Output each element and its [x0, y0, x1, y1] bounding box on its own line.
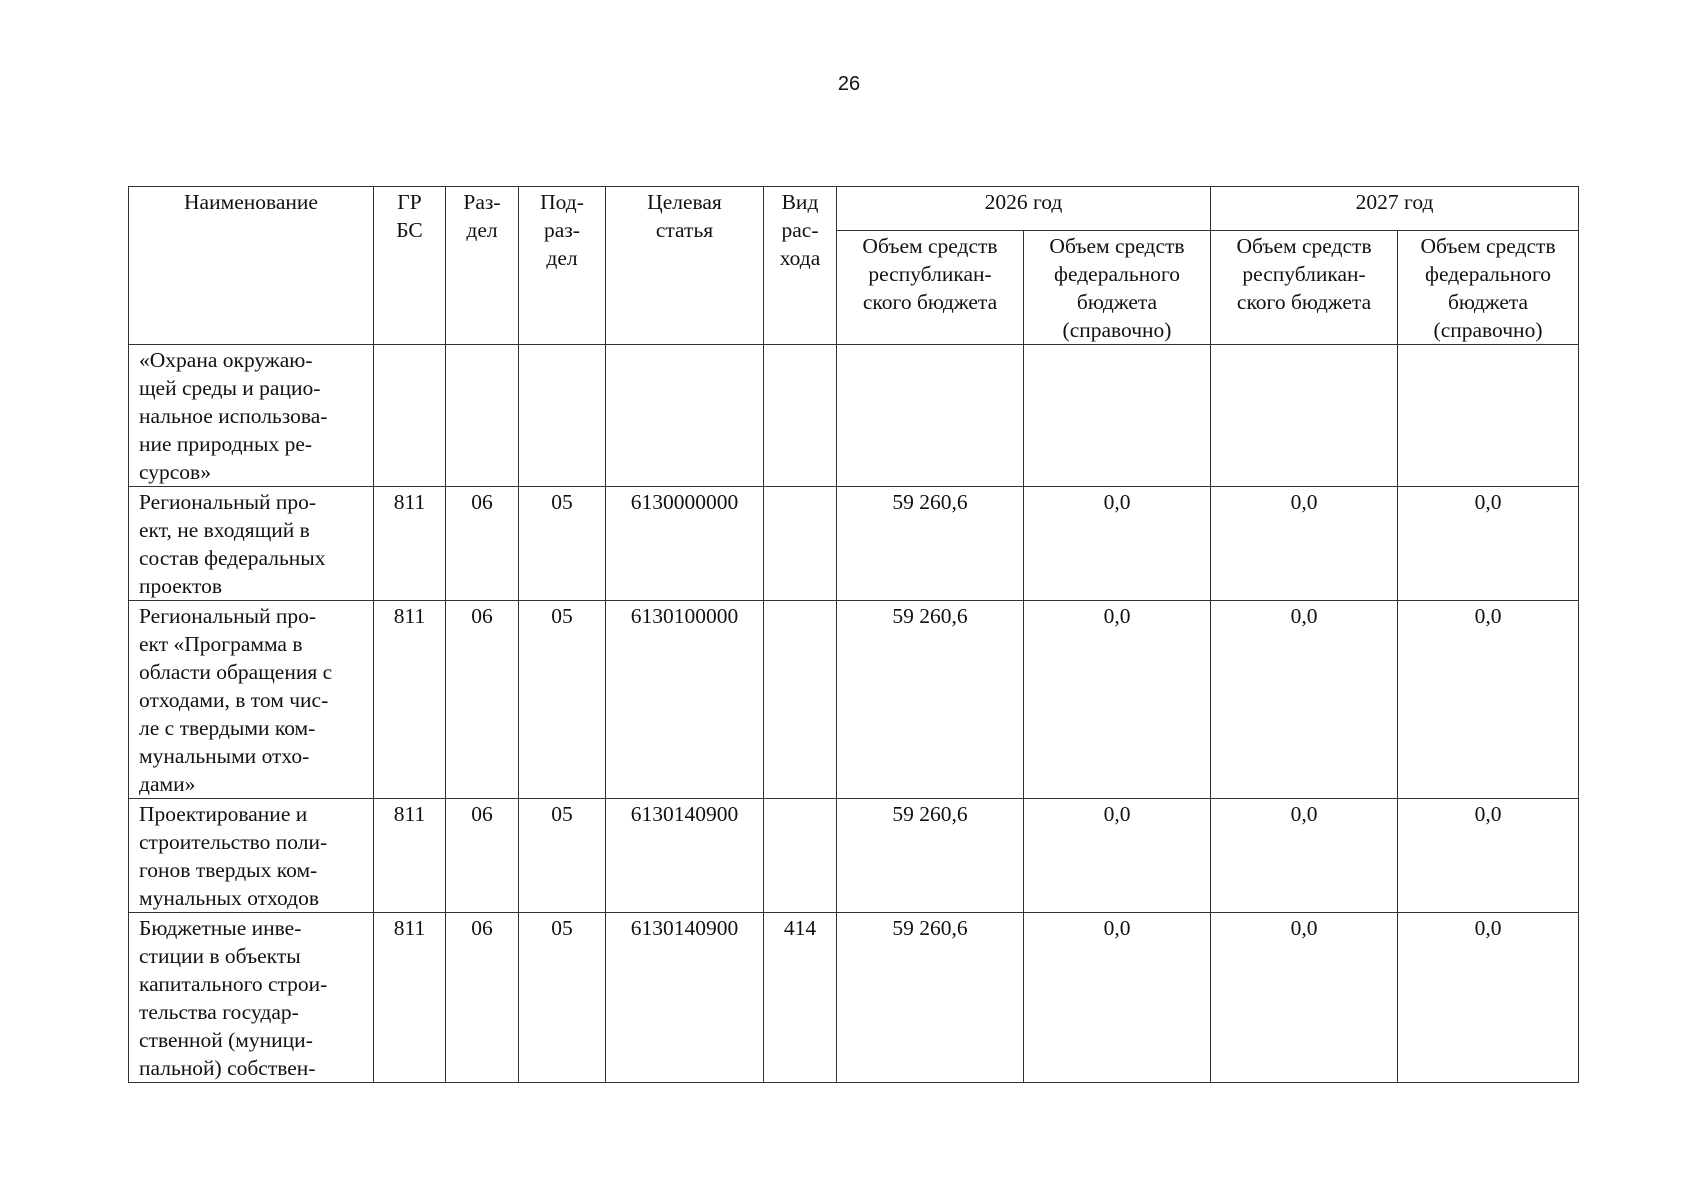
header-republican-2026: Объем средств республикан- ского бюджета: [837, 231, 1024, 345]
cell-razdel: 06: [446, 913, 519, 1083]
cell-republican-2027: 0,0: [1211, 601, 1398, 799]
cell-podrazdel: [519, 345, 606, 487]
cell-grbs: 811: [374, 799, 446, 913]
page-number: 26: [837, 73, 861, 95]
table-row: [129, 487, 1579, 601]
cell-federal-2026: 0,0: [1024, 913, 1211, 1083]
cell-republican-2026: 59 260,6: [837, 913, 1024, 1083]
cell-razdel: 06: [446, 487, 519, 601]
cell-expense-type: [764, 345, 837, 487]
cell-republican-2027: 0,0: [1211, 799, 1398, 913]
cell-federal-2026: [1024, 345, 1211, 487]
cell-razdel: 06: [446, 601, 519, 799]
header-year-2027: 2027 год: [1211, 187, 1579, 231]
cell-expense-type: [764, 799, 837, 913]
cell-grbs: 811: [374, 487, 446, 601]
cell-federal-2026: 0,0: [1024, 799, 1211, 913]
cell-expense-type: [764, 487, 837, 601]
cell-federal-2027: 0,0: [1398, 913, 1579, 1083]
header-target-article: Целевая статья: [606, 187, 764, 345]
table-row: [129, 345, 1579, 487]
cell-podrazdel: 05: [519, 799, 606, 913]
cell-target-article: 6130100000: [606, 601, 764, 799]
cell-target-article: 6130140900: [606, 913, 764, 1083]
cell-republican-2027: 0,0: [1211, 913, 1398, 1083]
cell-federal-2027: 0,0: [1398, 601, 1579, 799]
cell-federal-2027: 0,0: [1398, 799, 1579, 913]
budget-table: [128, 186, 1579, 1083]
cell-republican-2027: [1211, 345, 1398, 487]
cell-podrazdel: 05: [519, 913, 606, 1083]
cell-republican-2026: 59 260,6: [837, 487, 1024, 601]
table-row: [129, 799, 1579, 913]
cell-grbs: [374, 345, 446, 487]
cell-republican-2026: 59 260,6: [837, 601, 1024, 799]
cell-target-article: 6130140900: [606, 799, 764, 913]
cell-federal-2027: [1398, 345, 1579, 487]
table-row: [129, 601, 1579, 799]
cell-federal-2026: 0,0: [1024, 601, 1211, 799]
cell-expense-type: 414: [764, 913, 837, 1083]
cell-republican-2026: [837, 345, 1024, 487]
header-federal-2027: Объем средств федерального бюджета (справочно): [1398, 231, 1579, 345]
header-podrazdel: Под- раз- дел: [519, 187, 606, 345]
cell-target-article: [606, 345, 764, 487]
header-expense-type: Вид рас- хода: [764, 187, 837, 345]
cell-federal-2027: 0,0: [1398, 487, 1579, 601]
cell-podrazdel: 05: [519, 487, 606, 601]
header-year-2026: 2026 год: [837, 187, 1211, 231]
cell-podrazdel: 05: [519, 601, 606, 799]
cell-target-article: 6130000000: [606, 487, 764, 601]
cell-name: «Охрана окружаю- щей среды и рацио- нальное использова- ние природных ре- сурсов»: [129, 345, 374, 487]
cell-razdel: [446, 345, 519, 487]
cell-name: Проектирование и строительство поли- гонов твердых ком- мунальных отходов: [129, 799, 374, 913]
table-row: [129, 913, 1579, 1083]
header-name: Наименование: [129, 187, 374, 345]
header-federal-2026: Объем средств федерального бюджета (справочно): [1024, 231, 1211, 345]
header-republican-2027: Объем средств республикан- ского бюджета: [1211, 231, 1398, 345]
cell-grbs: 811: [374, 913, 446, 1083]
cell-republican-2026: 59 260,6: [837, 799, 1024, 913]
cell-republican-2027: 0,0: [1211, 487, 1398, 601]
cell-federal-2026: 0,0: [1024, 487, 1211, 601]
cell-expense-type: [764, 601, 837, 799]
header-razdel: Раз- дел: [446, 187, 519, 345]
header-grbs: ГР БС: [374, 187, 446, 345]
cell-grbs: 811: [374, 601, 446, 799]
cell-name: Региональный про- ект «Программа в области обращения с отходами, в том чис- ле с твердыми ком- мунальными отхо- дами»: [129, 601, 374, 799]
cell-name: Региональный про- ект, не входящий в состав федеральных проектов: [129, 487, 374, 601]
cell-razdel: 06: [446, 799, 519, 913]
cell-name: Бюджетные инве- стиции в объекты капитального строи- тельства государ- ственной (муници- пальной) собствен-: [129, 913, 374, 1083]
